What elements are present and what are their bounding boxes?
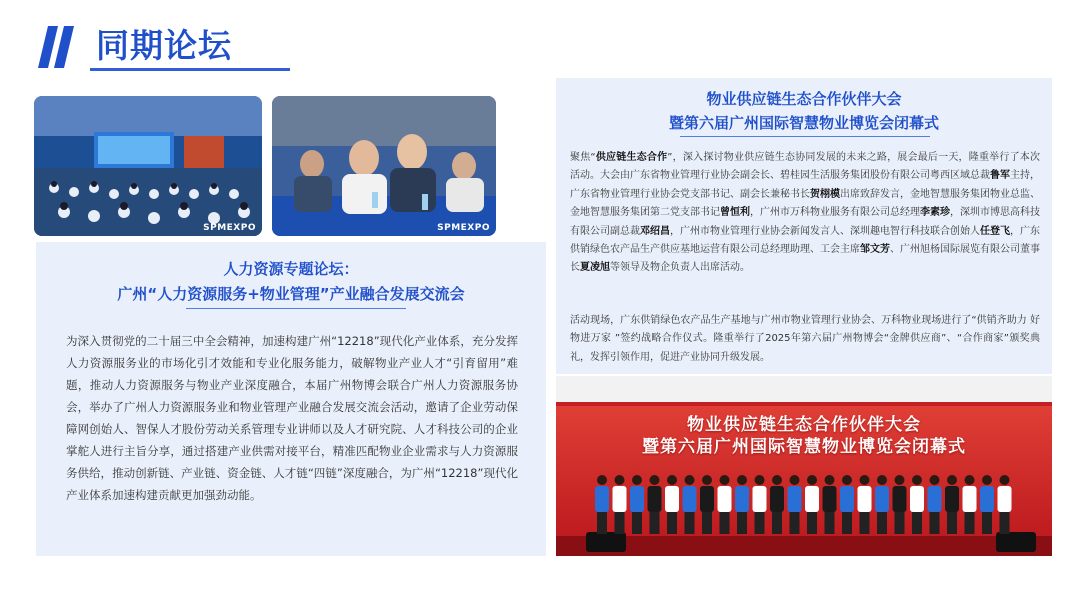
attendee-head [720, 475, 730, 485]
attendee-body [788, 486, 802, 512]
attendee-legs [790, 512, 800, 534]
supply-chain-subtitle: 暨第六届广州国际智慧物业博览会闭幕式 [668, 114, 939, 132]
attendee-head [930, 475, 940, 485]
attendee-body [858, 486, 872, 512]
stage-banner-line-2: 暨第六届广州国际智慧物业博览会闭幕式 [642, 437, 966, 457]
highlighted-name: 鲁军 [990, 170, 1010, 182]
attendee-body [683, 486, 697, 512]
highlighted-name: 夏凌旭 [580, 262, 610, 274]
attendee-head [755, 475, 765, 485]
attendee-legs [965, 512, 975, 534]
paragraph-text: ，广东供销绿色农产品生产供应基地运营有限公司总经理助理、工会主席 [570, 225, 1040, 256]
paragraph-text: 出席致辞发言，金地智慧服务集团物业总监、金地智慧服务集团第二党支部书记 [570, 188, 1040, 219]
attendee-body [805, 486, 819, 512]
attendee-head [667, 475, 677, 485]
paragraph-text: 等领导及物企负责人出席活动。 [610, 262, 750, 274]
highlighted-name: 邹文芳 [860, 244, 890, 256]
hr-forum-body: 为深入贯彻党的二十届三中全会精神，加速构建广州“12218”现代化产业体系，充分发挥人力资源服务业的市场化引才效能和专业化服务能力，破解物业产业人才“引育留用”难题，推动人力资源服务与物业产业深度融合，本届广州物博会联合广州人力资源服务协会，举办了广州人力资源服务业和物业管理产业融合发展交流会活动，邀请了企业劳动保障网创始人、智保人才股份劳动关系管理专业讲师以及人才研究院、人才科技公司的企业掌舵人进行主旨分享，通过搭建产业供需对接平台，精准匹配物业企业需求与人力资源服务供给，推动创新链、产业链、资金链、人才链“四链”深度融合，为广州“12218”现代化产业体系加速构建贡献更加强劲动能。 [66, 334, 518, 502]
forum-hall-photo [34, 96, 262, 236]
attendee-legs [807, 512, 817, 534]
attendee-legs [667, 512, 677, 534]
highlighted-name: 邓绍昌 [640, 225, 670, 237]
attendee-legs [597, 512, 607, 534]
attendee-legs [930, 512, 940, 534]
highlighted-name: 李素珍 [920, 207, 950, 219]
attendee-body [648, 486, 662, 512]
attendee-body [665, 486, 679, 512]
stage-banner-line-1: 物业供应链生态合作伙伴大会 [687, 415, 921, 435]
attendee-head [982, 475, 992, 485]
expo-watermark: SPMEXPO [437, 223, 490, 233]
attendee-head [895, 475, 905, 485]
attendee-legs [842, 512, 852, 534]
attendee-head [1000, 475, 1010, 485]
attendee-body [770, 486, 784, 512]
attendee-legs [825, 512, 835, 534]
highlighted-name: 供应链生态合作 [595, 152, 668, 163]
hr-title-divider [186, 308, 406, 309]
attendee-legs [912, 512, 922, 534]
attendee-head [947, 475, 957, 485]
attendee-legs [702, 512, 712, 534]
attendee-head [877, 475, 887, 485]
attendee-legs [737, 512, 747, 534]
title-underline [90, 68, 290, 71]
attendee-legs [982, 512, 992, 534]
highlighted-name: 贺栩模 [810, 188, 840, 200]
highlighted-name: 任登飞 [980, 225, 1010, 237]
attendee-legs [1000, 512, 1010, 534]
title-accent-bars [36, 22, 76, 72]
paragraph-text: ，广州市万科物业服务有限公司总经理 [750, 207, 920, 219]
supply-chain-title: 物业供应链生态合作伙伴大会 [706, 90, 902, 108]
attendee-head [807, 475, 817, 485]
paragraph-text: 主持，广东省物业管理行业协会党支部书记、副会长兼秘书长 [570, 170, 1040, 200]
paragraph-text: ，广州市物业管理行业协会新闻发言人、深圳趣电智行科技联合创始人 [670, 225, 980, 237]
attendee-body [945, 486, 959, 512]
attendee-legs [877, 512, 887, 534]
attendee-head [825, 475, 835, 485]
closing-ceremony-photo [556, 376, 1052, 556]
attendees-photo [272, 96, 496, 236]
attendee-head [702, 475, 712, 485]
supply-chain-paragraph-2: 活动现场，广东供销绿色农产品生产基地与广州市物业管理行业协会、万科物业现场进行了“供销齐助力 好物进万家 ”签约战略合作仪式。隆重举行了2025年第六届广州物博会“金牌供应商”、“合作商家”颁奖典礼，发挥引领作用，促进产业协同升级发展。 [570, 315, 1040, 363]
supply-chain-paragraph-1 [570, 149, 1040, 278]
attendee-body [998, 486, 1012, 512]
attendee-head [597, 475, 607, 485]
attendee-legs [650, 512, 660, 534]
attendee-head [632, 475, 642, 485]
attendee-head [860, 475, 870, 485]
attendee-head [842, 475, 852, 485]
attendee-legs [772, 512, 782, 534]
attendee-body [893, 486, 907, 512]
attendee-body [630, 486, 644, 512]
paragraph-text: 聚焦“ [570, 152, 596, 163]
attendee-body [595, 486, 609, 512]
attendee-body [875, 486, 889, 512]
attendee-body [928, 486, 942, 512]
hr-forum-subtitle: 广州“人力资源服务+物业管理”产业融合发展交流会 [117, 285, 465, 303]
highlighted-name: 曾恒利 [720, 207, 750, 219]
attendee-legs [860, 512, 870, 534]
attendee-body [963, 486, 977, 512]
attendee-body [613, 486, 627, 512]
attendee-legs [947, 512, 957, 534]
attendee-legs [632, 512, 642, 534]
attendee-body [910, 486, 924, 512]
attendee-head [650, 475, 660, 485]
attendee-body [735, 486, 749, 512]
attendee-head [912, 475, 922, 485]
hr-forum-title: 人力资源专题论坛： [223, 260, 359, 278]
paragraph-text: ，深圳市博思高科技有限公司副总裁 [570, 207, 1040, 237]
attendee-body [753, 486, 767, 512]
attendee-head [737, 475, 747, 485]
expo-watermark: SPMEXPO [203, 223, 256, 233]
paragraph-text: ”，深入探讨物业供应链生态协同发展的未来之路，展会最后一天，隆重举行了本次活动。大会由广东省物业管理行业协会副会长、碧桂园生活服务集团股份有限公司粤西区域总裁 [570, 152, 1041, 182]
attendee-body [700, 486, 714, 512]
supply-chain-title-divider [680, 136, 930, 137]
page-title: 同期论坛 [96, 26, 232, 65]
attendee-legs [685, 512, 695, 534]
attendee-body [823, 486, 837, 512]
attendee-head [790, 475, 800, 485]
attendee-legs [720, 512, 730, 534]
paragraph-text: 、广州旭杨国际展览有限公司董事长 [570, 244, 1040, 274]
attendee-head [772, 475, 782, 485]
attendee-body [980, 486, 994, 512]
attendee-head [685, 475, 695, 485]
attendee-body [718, 486, 732, 512]
attendee-head [965, 475, 975, 485]
attendee-legs [755, 512, 765, 534]
attendee-legs [615, 512, 625, 534]
attendee-body [840, 486, 854, 512]
attendee-legs [895, 512, 905, 534]
attendee-head [615, 475, 625, 485]
